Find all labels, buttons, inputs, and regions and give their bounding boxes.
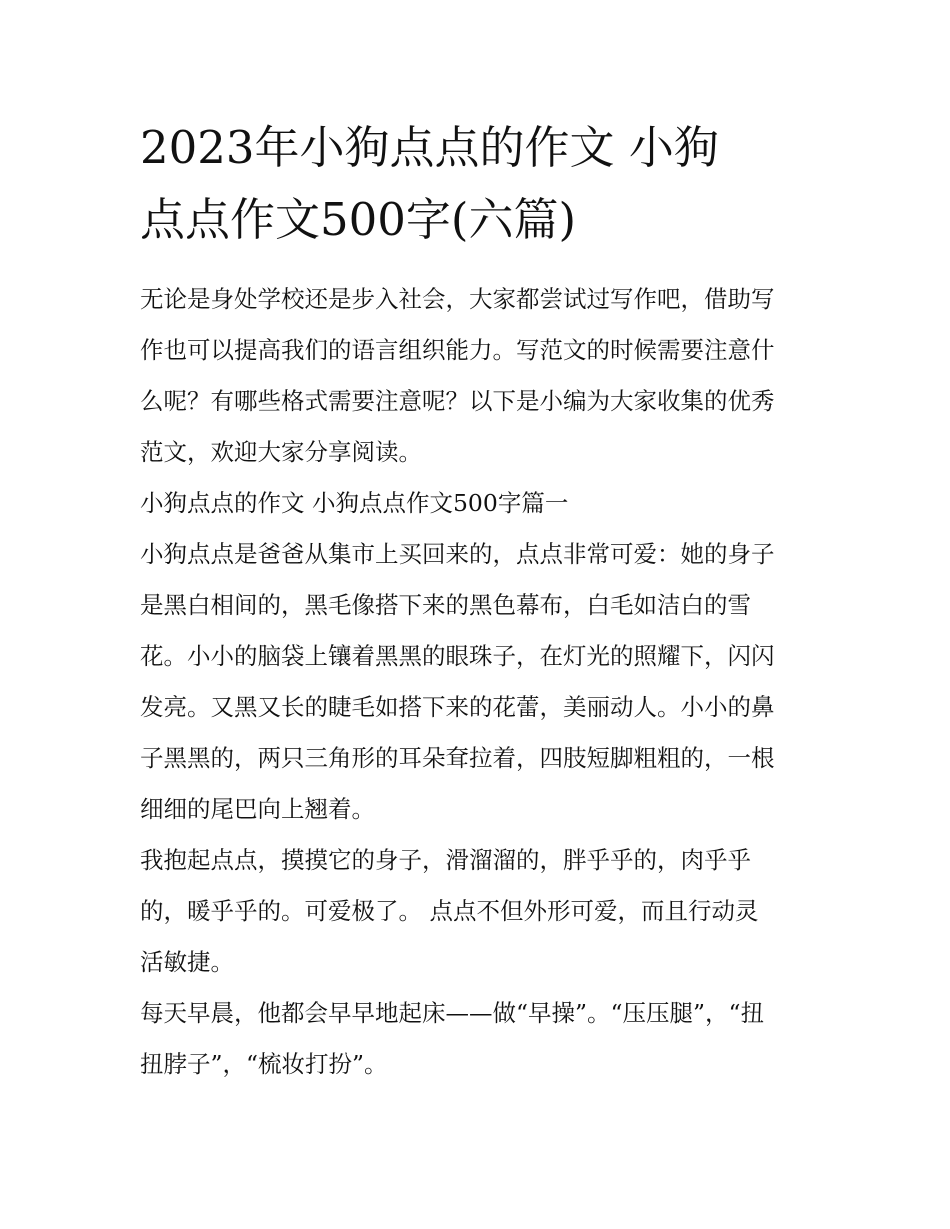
paragraph-1-line-2: 是黑白相间的，黑毛像搭下来的黑色幕布，白毛如洁白的雪 [140, 591, 751, 619]
document-title [140, 112, 815, 256]
paragraph-1-line-1: 小狗点点是爸爸从集市上买回来的，点点非常可爱：她的身子 [140, 540, 775, 568]
document-body [140, 274, 815, 1090]
title-line-1: 2023年小狗点点的作文 小狗 [140, 121, 719, 174]
paragraph-1 [140, 529, 815, 835]
paragraph-2 [140, 835, 815, 988]
paragraph-1-line-6: 细细的尾巴向上翘着。 [140, 795, 375, 823]
paragraph-1-line-4: 发亮。又黑又长的睫毛如搭下来的花蕾，美丽动人。小小的鼻 [140, 693, 775, 721]
intro-line-1: 无论是身处学校还是步入社会，大家都尝试过写作吧，借助写 [140, 285, 775, 313]
paragraph-1-line-5: 子黑黑的，两只三角形的耳朵耷拉着，四肢短脚粗粗的，一根 [140, 744, 775, 772]
paragraph-1-line-3: 花。小小的脑袋上镶着黑黑的眼珠子，在灯光的照耀下，闪闪 [140, 642, 775, 670]
document-page [140, 112, 815, 1090]
intro-line-3: 么呢？有哪些格式需要注意呢？以下是小编为大家收集的优秀 [140, 387, 775, 415]
intro-paragraph [140, 274, 815, 478]
intro-line-4: 范文，欢迎大家分享阅读。 [140, 438, 422, 466]
title-line-2: 点点作文500字(六篇) [140, 193, 577, 246]
paragraph-3-line-1: 每天早晨，他都会早早地起床——做“早操”。“压压腿”，“扭 [140, 999, 765, 1027]
paragraph-3-line-2: 扭脖子”，“梳妆打扮”。 [140, 1050, 388, 1078]
paragraph-2-line-2: 的，暖乎乎的。可爱极了。 点点不但外形可爱，而且行动灵 [140, 897, 759, 925]
paragraph-2-line-3: 活敏捷。 [140, 948, 234, 976]
paragraph-2-line-1: 我抱起点点，摸摸它的身子，滑溜溜的，胖乎乎的，肉乎乎 [140, 846, 751, 874]
intro-line-2: 作也可以提高我们的语言组织能力。写范文的时候需要注意什 [140, 336, 775, 364]
paragraph-3 [140, 988, 815, 1090]
section-heading: 小狗点点的作文 小狗点点作文500字篇一 [140, 489, 569, 517]
